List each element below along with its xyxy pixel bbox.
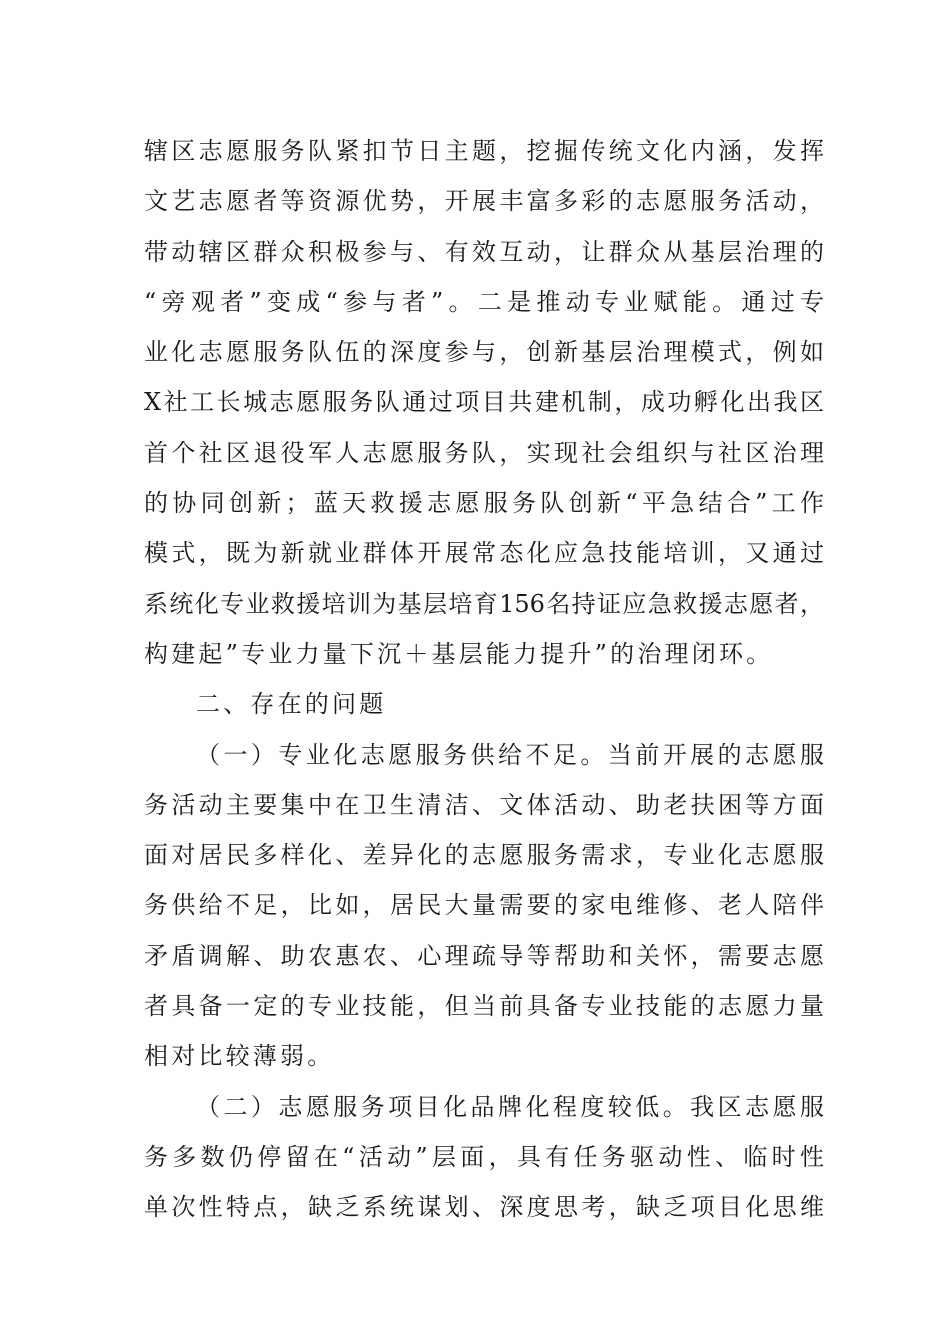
text-line: 的协同创新；蓝天救援志愿服务队创新“平急结合”工作 <box>144 489 824 518</box>
text-line: 系统化专业救援培训为基层培育156名持证应急救援志愿者， <box>144 589 824 618</box>
text-line: 构建起”专业力量下沉＋基层能力提升”的治理闭环。 <box>144 639 774 668</box>
text-line: “旁观者”变成“参与者”。二是推动专业赋能。通过专 <box>144 287 824 316</box>
text-line: 带动辖区群众积极参与、有效互动，让群众从基层治理的 <box>144 237 824 266</box>
text-line: 文艺志愿者等资源优势，开展丰富多彩的志愿服务活动， <box>144 187 824 216</box>
text-line: X社工长城志愿服务队通过项目共建机制，成功孵化出我区 <box>144 388 824 417</box>
text-line: 相对比较薄弱。 <box>144 1042 335 1071</box>
text-line: 矛盾调解、助农惠农、心理疏导等帮助和关怀，需要志愿 <box>144 941 824 970</box>
text-line: 单次性特点，缺乏系统谋划、深度思考，缺乏项目化思维 <box>144 1193 824 1222</box>
text-line: （二）志愿服务项目化品牌化程度较低。我区志愿服 <box>196 1092 824 1121</box>
text-line: （一）专业化志愿服务供给不足。当前开展的志愿服 <box>196 740 824 769</box>
section-heading: 二、存在的问题 <box>196 690 387 719</box>
body-text <box>144 126 824 1233</box>
text-line: 者具备一定的专业技能，但当前具备专业技能的志愿力量 <box>144 992 824 1021</box>
text-line: 面对居民多样化、差异化的志愿服务需求，专业化志愿服 <box>144 841 824 870</box>
text-line: 首个社区退役军人志愿服务队，实现社会组织与社区治理 <box>144 438 824 467</box>
text-line: 务供给不足，比如，居民大量需要的家电维修、老人陪伴 <box>144 891 824 920</box>
text-line: 模式，既为新就业群体开展常态化应急技能培训，又通过 <box>144 539 824 568</box>
text-line: 业化志愿服务队伍的深度参与，创新基层治理模式，例如 <box>144 338 824 367</box>
text-line: 务活动主要集中在卫生清洁、文体活动、助老扶困等方面 <box>144 790 824 819</box>
text-line: 辖区志愿服务队紧扣节日主题，挖掘传统文化内涵，发挥 <box>144 137 824 165</box>
text-line: 务多数仍停留在“活动”层面，具有任务驱动性、临时性 <box>144 1142 824 1171</box>
